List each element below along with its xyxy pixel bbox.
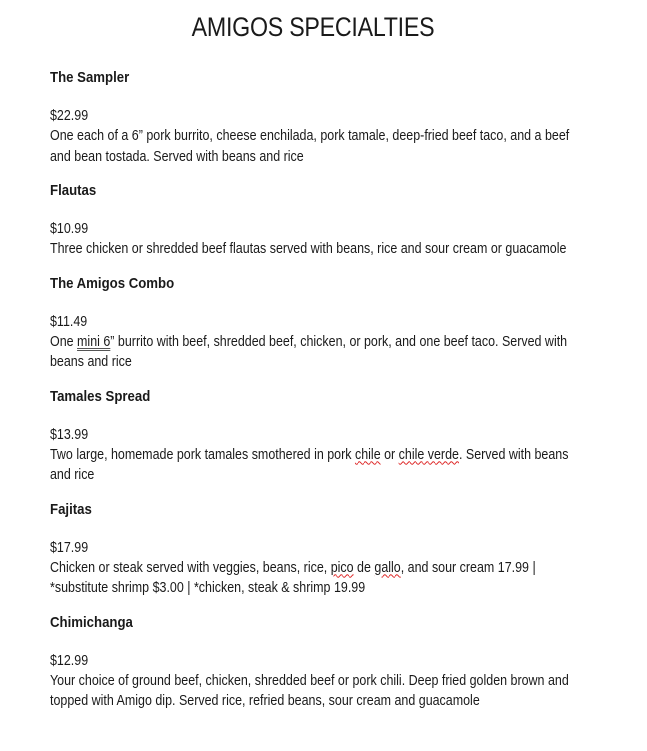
item-description: Your choice of ground beef, chicken, shredded beef or pork chili. Deep fried golden brown and topped with Amigo dip. Served rice, refried beans, sour cream and guacamole <box>50 672 569 709</box>
item-price: $10.99 <box>50 221 89 237</box>
desc-text: Chicken or steak served with veggies, beans, rice, <box>50 559 331 576</box>
menu-item <box>50 273 590 373</box>
menu-item <box>50 499 590 599</box>
item-description <box>50 445 578 486</box>
menu-list <box>50 64 590 725</box>
item-name: The Amigos Combo <box>50 274 175 292</box>
item-price: $17.99 <box>50 539 89 556</box>
item-name: Chimichanga <box>50 613 133 631</box>
item-description: Three chicken or shredded beef flautas served with beans, rice and sour cream or guacamole <box>50 241 567 257</box>
item-description <box>50 558 578 599</box>
desc-text: de <box>353 559 375 576</box>
desc-text: . Served with beans and rice <box>50 446 569 483</box>
desc-text: or <box>380 446 399 463</box>
desc-text: ” burrito with beef, shredded beef, chicken, or pork, and one beef taco. Served with beans and rice <box>50 333 568 370</box>
spell-flagged-text: chile <box>354 446 381 463</box>
item-price: $12.99 <box>50 652 89 669</box>
item-description <box>50 332 578 373</box>
item-description: One each of a 6” pork burrito, cheese enchilada, pork tamale, deep-fried beef taco, and a beef and bean tostada. Served with beans and rice <box>50 128 570 165</box>
spell-flagged-text: chile verde <box>398 446 459 463</box>
spell-flagged-text: gallo <box>374 559 401 576</box>
spell-flagged-text: pico <box>330 559 354 576</box>
menu-item <box>50 180 590 260</box>
menu-item <box>50 67 590 167</box>
item-name: Tamales Spread <box>50 387 151 405</box>
page-title: AMIGOS SPECIALTIES <box>191 12 435 42</box>
desc-text: One <box>50 333 78 350</box>
item-price: $22.99 <box>50 108 89 124</box>
item-name: Fajitas <box>50 500 92 518</box>
menu-item <box>50 386 590 486</box>
menu-item <box>50 612 590 712</box>
item-price: $11.49 <box>50 313 88 330</box>
grammar-flagged-text: mini 6 <box>77 333 111 350</box>
item-price: $13.99 <box>50 426 89 443</box>
desc-text: , and sour cream 17.99 | *substitute shrimp $3.00 | *chicken, steak & shrimp 19.99 <box>50 559 536 596</box>
item-name: The Sampler <box>50 69 130 86</box>
desc-text: Two large, homemade pork tamales smothered in pork <box>50 446 355 463</box>
item-name: Flautas <box>50 182 97 199</box>
